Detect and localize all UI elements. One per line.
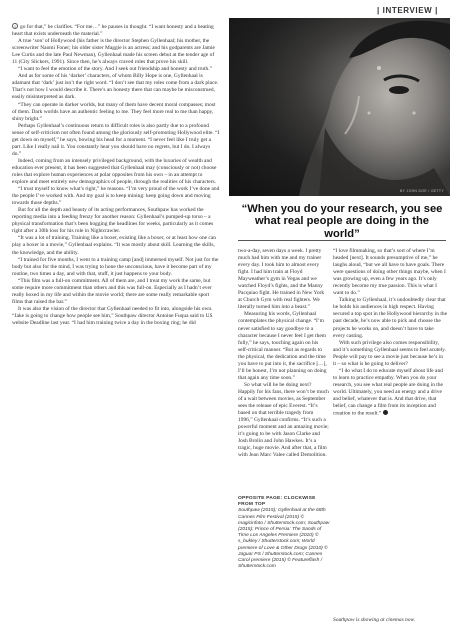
release-note: Southpaw is showing at cinemas now. [333, 617, 416, 623]
paragraph: And as for some of his ‘darker’ characters, of whom Billy Hope is one, Gyllenhaal is adamant that ‘dark’ just isn’t the right word. “I don’t see that my roles come from a dark place. That’s not how I would describe it. There’s an honesty there that can maybe be misconstrued, easily misinterpreted as dark. [12, 73, 219, 101]
paragraph: “I trust myself to know what’s right,” he reasons. “I’m very proud of the work I’ve done and the people I’ve worked with. And my goal is to keep mining: keep going down and moving towards those depths.” [12, 186, 220, 207]
section-tag: | INTERVIEW | [376, 6, 438, 15]
paragraph: A true ‘son’ of Hollywood (his father is the director Stephen Gyllenhaal; his mother, the screenwriter Naomi Foner; his older sister Maggie is an actress; and his godparents are Jamie Lee Curtis and the late Paul Newman), Gyllenhaal made his screen debut at the tender age of 11 (City Slickers, 1991). Since then, he’s always craved roles that prove his skill. [12, 38, 215, 66]
paragraph: Perhaps Gyllenhaal’s continuous return to difficult roles is also partly due to a profound sense of self-criticism not often found among the gloriously self-promoting Hollywood elite. “I get down on myself,” he says, bowing his head for a moment. “I never feel like I truly get a part. Like I really nail it. You constantly hear you should have no regrets, but I do. I always do.” [12, 122, 220, 157]
body-column-left [12, 23, 220, 327]
paragraph: “I want to feel the emotion of the story. And I seek out friendship and honesty and truth.” [18, 66, 212, 73]
paragraph: But for all the depth and beauty of its acting performances, Southpaw has worked the reporting media into a feeding frenzy for another reason: Gyllenhaal’s pumped-up torso – a physical transformation that’s been hogging the headlines for weeks, particularly as it comes right after a 30lb loss for his role in Nightcrawler. [12, 207, 214, 235]
paragraph: Indeed, coming from an intensely privileged background, with the luxuries of wealth and education ever present, it has been suggested that Gyllenhaal may (consciously or not) choose roles that explore human experiences at polar opposites from his own – in an attempt to explore and meet entirely new demographics of people, through the realities of his characters. [12, 157, 217, 186]
end-mark-icon [383, 410, 388, 415]
paragraph: “They can operate in darker worlds, but many of them have decent moral compasses; most of them. Dark worlds have an authentic feeling to me. They feel more real to me than happy, shiny bright.” [12, 101, 216, 122]
paragraph: Talking to Gyllenhaal, it’s undoubtedly clear that he holds his audiences in high respect. Having secured a top spot in the Hollywood hierarchy in the past decade, he’s now able to pick and choose the projects he works on, and doesn’t have to take every casting. [333, 297, 448, 339]
pull-quote: “When you do your research, you see what real people are doing in the world” [241, 203, 443, 240]
caption-title: OPPOSITE PAGE: CLOCKWISE FROM TOP [238, 496, 316, 508]
body-column-middle [238, 248, 329, 459]
caption-body: Southpaw (2015); Gyllenhaal at the 68th Cannes Film Festival (2015) © magicinfoto / Shutterstock.com; Southpaw (2015); Prince of Persia: The Sands of Time Los Angeles Premiere (2010) © s_bukley / Shutterstock.com; World premiere of Love & Other Drugs (2010) © Jaguar PS / Shutterstock.com; Cannes Carol premiere (2015) © Featureflash / Shutterstock.com [238, 508, 330, 570]
paragraph: “This film was a full-on commitment. All of them are, and I treat my work the same, but some require more commitment than others and this was full-on. Especially as I hadn’t ever really boxed in my life and within the movie world; there are some really remarkable sport films that raised the bar.” [12, 277, 212, 305]
paragraph: It was also the vision of the director that Gyllenhaal needed to fit into, alongside his own. “Jake is going to change how people see him,” Southpaw director Antoine Fuqua said to US website Deadline last year. “I had him training twice a day in the boxing ring; he did [12, 305, 213, 326]
paragraph: With such privilege also comes responsibility, and it’s something Gyllenhaal seems to feel acutely. People will pay to see a movie just because he’s in it – so what is he going to deliver? [333, 339, 446, 367]
paragraph: So what will he be doing next? Happily for his fans, there won’t be much of a wait between movies, as September sees the release of epic Everest. “It’s based on that terrible tragedy from 1996,” Gyllenhaal confirms. “It’s such a powerful moment and an amazing movie; it’s going to be with Jason Clarke and Josh Brolin and John Hawkes. It’s a tragic, huge movie. And after that, a film with Jean Marc Valee called Demolition. [238, 381, 329, 459]
body-column-right [333, 248, 447, 418]
dropcap-icon: I [12, 23, 18, 29]
paragraph: Measuring his words, Gyllenhaal contemplates the physical change. “I’m never satisfied to say goodbye to a character because I never feel I get them fully,” he says, touching again on his self-critical manner. “But as regards to the physical, the dedication and the time you have to put into it, the sacrifice […], I’ll be honest, I’m not planning on doing that again any time soon.” [238, 311, 327, 381]
paragraph: “I love filmmaking, so that’s sort of where I’m headed [next]. It sounds presumptive of me,” he laughs aloud, “but we all have to have goals. There were questions of doing other things maybe, when I was growing up, even a few years ago. It’s only recently become my true passion. This is what I want to do.” [333, 248, 446, 297]
portrait-illustration [229, 18, 450, 196]
photo-caption [238, 496, 330, 570]
paragraph: I go for that,” he clarifies. “For me…” he pauses in thought. “I want honesty and a beating heart that exists underneath the material.” [12, 24, 214, 38]
paragraph: “I trained for five months, I went to a training camp [and] immersed myself. Not just for the body but also for the mind, I was trying to hone the unconscious, have it become part of my routine, two times a day, and with that, stuff, it just happens to your body. [12, 256, 219, 277]
paragraph: two-a-day, seven days a week. I pretty much had him with me and my trainer every day. I took him to almost every fight. I had him train at Floyd Mayweather’s gym in Vegas and we watched Floyd’s fights, and the Manny Pacquiao fight. He trained in New York at Church Gym with real fighters. We literally turned him into a beast.” [238, 248, 325, 311]
pull-quote-rule [238, 240, 446, 241]
portrait-photo [229, 18, 450, 196]
paragraph: “It was a lot of training. Training like a boxer, existing like a boxer, or at least how one can play a boxer in a movie,” Gyllenhaal explains. “It was mostly about skill. Learning the skills, the knowledge, and the ability. [12, 235, 216, 256]
paragraph: “I do what I do to educate myself about life and to learn to practice empathy. When you do your research, you see what real people are doing in the world. Ultimately, you need an energy and a drive and belief, whatever that is. And that drive, that belief, can change a film from its inception and creation to the result.” [333, 367, 443, 417]
photo-credit: BY JOHN DOE / GETTY [400, 189, 444, 193]
